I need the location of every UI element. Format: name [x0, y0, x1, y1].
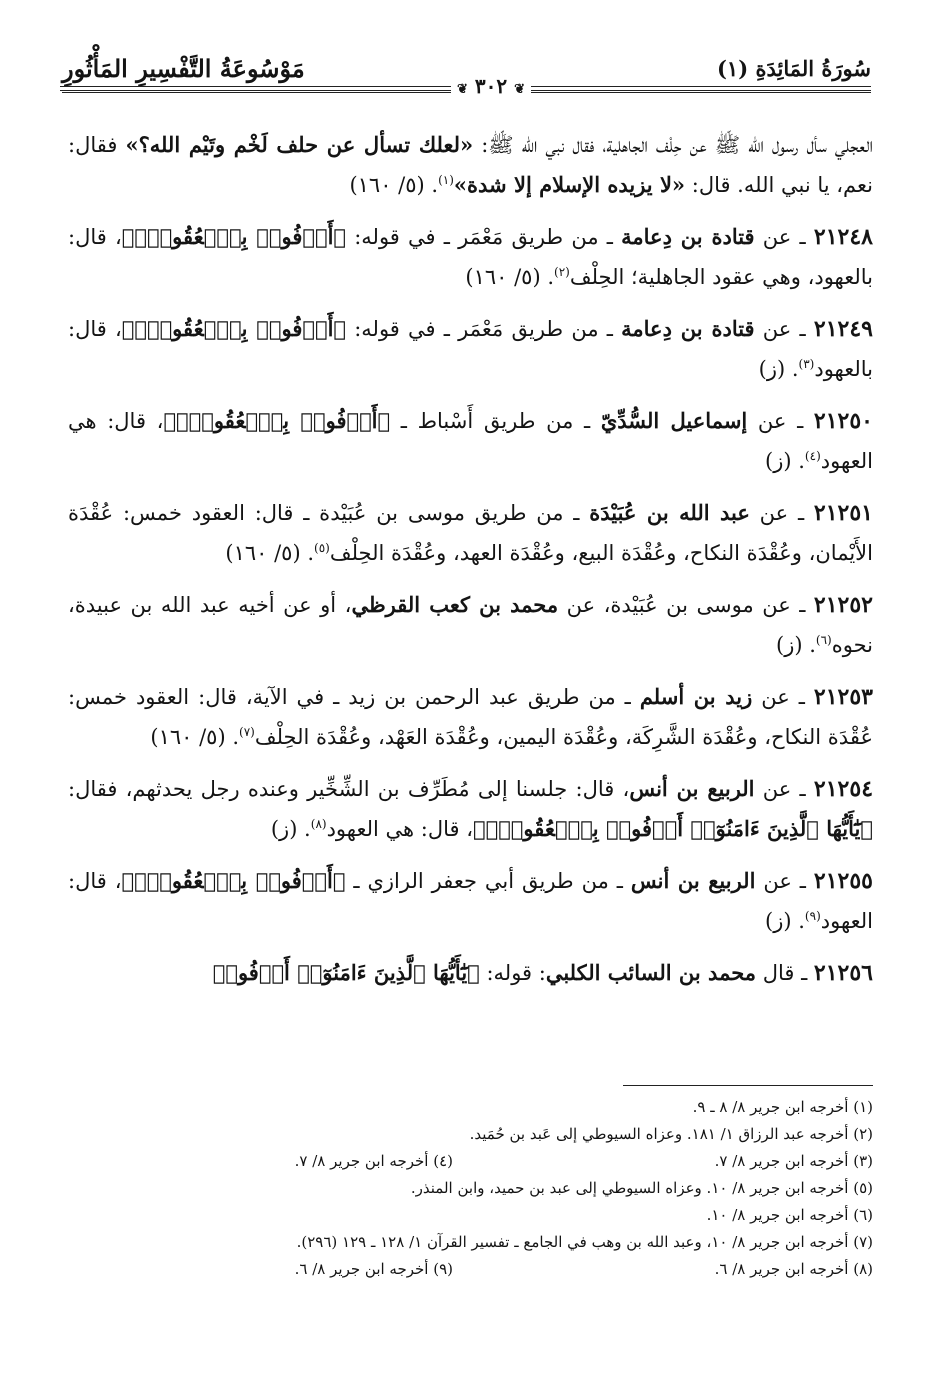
narrator-name: زيد بن أسلم [639, 684, 753, 709]
entry-text: ـ عن [754, 777, 814, 801]
entry-text: ـ من طريق موسى بن عُبَيْدة ـ قال: العقود خمس: عُقْدَة الأَيْمان، وعُقْدَة النكاح، وعُقْدَة البيع، وعُقْدَة العهد، وعُقْدَة الحِلْف [68, 501, 873, 565]
page-number-text: ٣٠٢ [474, 74, 508, 98]
quran-quote: ﴿يَٰٓأَيُّهَا ٱلَّذِينَ ءَامَنُوٓا۟ أَوۡفُوا۟ بِٱلۡعُقُودِۚ﴾ [472, 816, 873, 841]
narrator-name: إسماعيل السُّدِّيّ [600, 408, 748, 433]
narrator-name: الربيع بن أنس [629, 776, 755, 801]
footnote-marker[interactable]: (٥) [314, 541, 330, 555]
footnote: (٢) أخرجه عبد الرزاق ١/ ١٨١. وعزاه السيوطي إلى عَبد بن حُمَيد. [469, 1125, 873, 1143]
hadith-quote: «لا يزيده الإسلام إلا شدة» [453, 172, 686, 197]
footnote: (١) أخرجه ابن جرير ٨/ ٨ ـ ٩. [692, 1098, 873, 1116]
entry [68, 769, 873, 849]
narrator-name: الربيع بن أنس [630, 868, 756, 893]
footnote-marker[interactable]: (٢) [554, 265, 570, 279]
entry-number: ٢١٢٥٠ [813, 408, 873, 434]
quran-quote: ﴿يَٰٓأَيُّهَا ٱلَّذِينَ ءَامَنُوٓا۟ أَوۡفُوا۟ [212, 960, 480, 985]
footnote: (٦) أخرجه ابن جرير ٨/ ١٠. [706, 1206, 873, 1224]
entry-text: ـ من طريق أبي جعفر الرازي ـ [345, 869, 631, 893]
footnote: (٩) أخرجه ابن جرير ٨/ ٦. [294, 1260, 453, 1278]
entry-text: ، قال: بالعهود [68, 317, 873, 381]
quran-quote: ﴿أَوۡفُوا۟ بِٱلۡعُقُودِۚ﴾ [121, 316, 347, 341]
entry-number: ٢١٢٥٤ [813, 776, 874, 802]
entry-text: ، أو عن أخيه عبد الله بن عبيدة، نحوه [68, 593, 873, 657]
entry-text: ـ عن [754, 225, 814, 249]
entry-text: ـ من طريق مَعْمَر ـ في قوله: [346, 317, 622, 341]
footnote-marker[interactable]: (٤) [804, 449, 821, 463]
page-number [451, 74, 531, 98]
entry-number: ٢١٢٥٣ [813, 684, 873, 710]
narrator-name: عبد الله بن عُبَيْدَة [589, 500, 750, 525]
entry-text: ـ عن [754, 317, 814, 341]
surah-title: سُورَةُ المَائِدَةِ (١) [716, 56, 871, 81]
footnote-marker[interactable]: (٦) [815, 633, 832, 647]
entry-text: ، قال: بالعهود، وهي عقود الجاهلية؛ الحِلْف [68, 225, 873, 289]
entry-text: ـ عن [747, 409, 814, 433]
entry-text: ، قال: هي العهود [68, 409, 873, 473]
source-reference: . (ز) [270, 817, 311, 841]
entry [68, 861, 873, 941]
entry-number: ٢١٢٥١ [813, 500, 873, 526]
footnote: (٧) أخرجه ابن جرير ٨/ ١٠، وعبد الله بن وهب في الجامع ـ تفسير القرآن ١/ ١٢٨ ـ ١٢٩ (٢٩٦). [296, 1233, 873, 1251]
entry [68, 309, 873, 389]
entry-text: ـ عن [755, 869, 814, 893]
entry-text: ـ من طريق أَسْباط ـ [390, 409, 601, 433]
entry-text: ـ من طريق مَعْمَر ـ في قوله: [346, 225, 622, 249]
narrator-name: قتادة بن دِعامة [621, 316, 755, 341]
entry-number: ٢١٢٤٨ [813, 224, 873, 250]
source-reference: . (ز) [776, 633, 816, 657]
footnote-marker[interactable]: (٨) [310, 817, 327, 831]
ornament-icon: ❦ [457, 82, 468, 97]
intro-text: العجلي سأل رسول الله ﷺ عن حِلْف الجاهلية، فقال نبي الله ﷺ: [473, 133, 873, 157]
entry [68, 585, 873, 665]
entry-text: ـ من طريق عبد الرحمن بن زيد ـ في الآية، قال: العقود خمس: عُقْدَة النكاح، وعُقْدَة الشَّرِكَة، وعُقْدَة اليمين، وعُقْدَة العَهْد، وعُقْدَة الحِلْف [68, 685, 873, 749]
footnote-row [68, 1148, 873, 1175]
intro-text: فقال: نعم، يا نبي الله. قال: [68, 133, 873, 197]
footnote: (٨) أخرجه ابن جرير ٨/ ٦. [714, 1260, 873, 1278]
entry-text: : قوله: [479, 961, 546, 985]
entry [68, 493, 873, 573]
footnote-rule [623, 1085, 873, 1086]
entry-text: ـ قال [756, 961, 814, 985]
footnotes [68, 1094, 873, 1283]
source-reference: . (ز) [765, 909, 805, 933]
entry-text: ـ عن موسى بن عُبَيْدة، عن [558, 593, 814, 617]
entry-text: ، قال: العهود [68, 869, 873, 933]
source-reference: . (ز) [765, 449, 805, 473]
entry [68, 217, 873, 297]
footnote-marker[interactable]: (٩) [804, 909, 821, 923]
entry-text: ـ عن [749, 501, 814, 525]
footnote-marker[interactable]: (٧) [239, 725, 255, 739]
footnote-marker[interactable]: (٣) [798, 357, 815, 371]
entry-text: ، قال: هي العهود [326, 817, 473, 841]
book-title: مَوْسُوعَةُ التَّفْسِيرِ المَأْثُورِ [62, 54, 305, 83]
narrator-name: قتادة بن دِعامة [621, 224, 755, 249]
source-reference: . (٥/ ١٦٠) [465, 265, 554, 289]
narrator-name: محمد بن السائب الكلبي [545, 960, 757, 985]
entry-number: ٢١٢٥٦ [813, 960, 873, 986]
source-reference: . (٥/ ١٦٠) [150, 725, 239, 749]
page-number-row [60, 74, 871, 112]
ornament-icon: ❦ [514, 82, 525, 97]
source-reference: . (٥/ ١٦٠) [225, 541, 314, 565]
footnote: (٥) أخرجه ابن جرير ٨/ ١٠. وعزاه السيوطي إلى عبد بن حميد، وابن المنذر. [410, 1179, 873, 1197]
quran-quote: ﴿أَوۡفُوا۟ بِٱلۡعُقُودِۚ﴾ [121, 224, 347, 249]
entry [68, 401, 873, 481]
source-reference: . (٥/ ١٦٠) [349, 173, 439, 197]
footnote-row [68, 1256, 873, 1283]
hadith-quote: «لعلك تسأل عن حلف لَخْم وتَيْم الله؟» [125, 132, 474, 157]
entry-number: ٢١٢٥٥ [813, 868, 873, 894]
entry [68, 953, 873, 993]
footnote: (٤) أخرجه ابن جرير ٨/ ٧. [294, 1152, 453, 1170]
footnote-marker[interactable]: (١) [438, 173, 454, 187]
narrator-name: محمد بن كعب القرظي [351, 592, 559, 617]
intro-paragraph [68, 125, 873, 205]
entry-text: ، قال: جلسنا إلى مُطَرِّف بن الشِّخِّير وعنده رجل يحدثهم، فقال: [68, 777, 630, 801]
entry-number: ٢١٢٤٩ [813, 316, 873, 342]
main-text [68, 125, 873, 1005]
entry-number: ٢١٢٥٢ [813, 592, 873, 618]
entry [68, 677, 873, 757]
quran-quote: ﴿أَوۡفُوا۟ بِٱلۡعُقُودِۚ﴾ [121, 868, 346, 893]
quran-quote: ﴿أَوۡفُوا۟ بِٱلۡعُقُودِۚ﴾ [163, 408, 391, 433]
footnote: (٣) أخرجه ابن جرير ٨/ ٧. [714, 1152, 873, 1170]
source-reference: . (ز) [758, 357, 799, 381]
entry-text: ـ عن [752, 685, 814, 709]
